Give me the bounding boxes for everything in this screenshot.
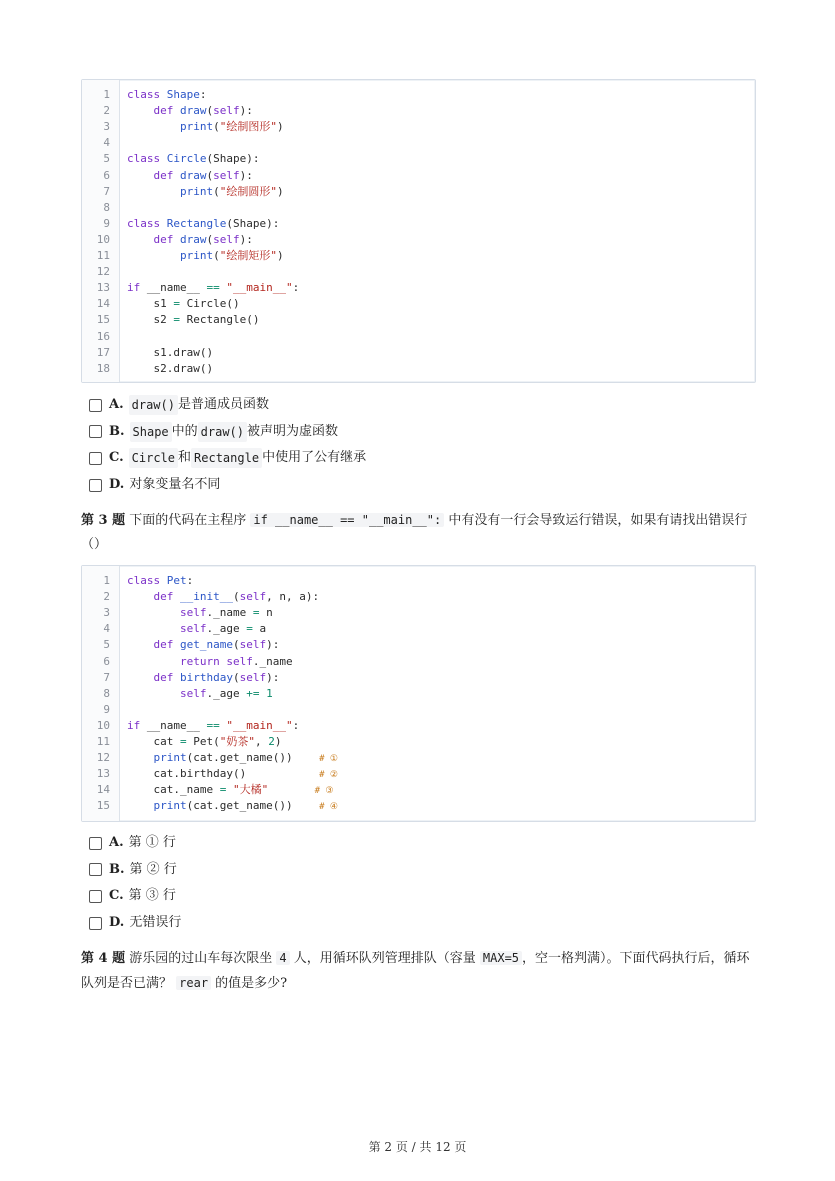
option-letter: A. — [109, 835, 124, 850]
line-number: 6 — [103, 654, 110, 668]
option-a[interactable] — [89, 833, 176, 853]
code-token: if — [127, 718, 147, 732]
code-token: get_name — [179, 638, 233, 652]
option-c[interactable] — [89, 448, 366, 468]
code-block-1 — [81, 79, 756, 383]
code-token: cat.birthday() — [127, 767, 320, 781]
option-checkbox[interactable] — [89, 452, 102, 465]
line-number: 10 — [96, 718, 110, 732]
line-number: 13 — [96, 281, 110, 295]
code-token: = — [252, 606, 267, 620]
option-letter: B. — [109, 861, 125, 877]
code-token: self — [179, 686, 207, 700]
code-token: ( — [232, 638, 240, 652]
code-text — [127, 119, 284, 135]
code-token: == — [206, 281, 227, 295]
inline-code: 4 — [276, 951, 289, 965]
code-token: self — [226, 654, 253, 668]
code-text — [127, 621, 266, 637]
code-token: cat._name — [127, 783, 220, 797]
code-token: class — [127, 216, 167, 230]
line-number: 15 — [96, 313, 110, 327]
line-number: 7 — [103, 670, 110, 684]
code-line — [82, 605, 755, 621]
code-line — [82, 589, 755, 605]
code-line — [82, 264, 755, 280]
code-token: 2 — [268, 735, 275, 748]
code-token: = — [173, 297, 187, 311]
code-token: "绘制图形" — [219, 120, 277, 134]
option-checkbox[interactable] — [89, 425, 102, 438]
code-token: ): — [239, 104, 253, 118]
code-token: Pet — [166, 574, 187, 587]
code-token: (cat.get_name()) — [186, 751, 320, 765]
line-number: 11 — [96, 735, 110, 748]
code-token: def — [127, 168, 180, 182]
code-token: ( — [213, 184, 220, 198]
code-token: self — [213, 104, 240, 118]
code-line — [82, 654, 755, 670]
code-text — [127, 168, 253, 184]
code-text — [127, 184, 284, 200]
code-token: print — [127, 184, 214, 198]
code-text — [127, 216, 279, 232]
line-number: 11 — [96, 249, 110, 262]
code-line — [82, 87, 755, 103]
code-line — [82, 135, 755, 151]
code-token: = — [246, 622, 260, 636]
option-checkbox[interactable] — [89, 863, 102, 876]
option-letter: C. — [109, 450, 124, 466]
code-line — [82, 670, 755, 686]
inline-code: draw() — [198, 422, 247, 442]
code-token: = — [179, 735, 194, 748]
code-text — [127, 232, 253, 248]
code-text — [127, 151, 259, 167]
code-text — [127, 345, 213, 361]
code-token: "__main__" — [226, 718, 293, 732]
line-number: 13 — [96, 767, 110, 781]
code-token: : — [199, 88, 207, 101]
code-token: += — [246, 686, 267, 700]
code-token: class — [127, 574, 167, 587]
code-text — [127, 750, 338, 767]
code-text — [127, 782, 333, 799]
code-block-2 — [81, 565, 756, 822]
code-text — [127, 734, 281, 750]
inline-code: draw() — [129, 395, 178, 415]
option-d[interactable] — [89, 913, 181, 933]
code-token: n — [266, 606, 273, 620]
code-token: self — [179, 606, 207, 620]
code-token: if — [127, 281, 147, 295]
code-token: def — [127, 638, 180, 652]
code-token: draw — [179, 104, 207, 118]
line-number: 16 — [96, 329, 110, 343]
question-number: 第 4 题 — [81, 951, 126, 966]
option-b[interactable] — [89, 422, 338, 442]
code-token: ( — [232, 670, 240, 684]
code-token: self — [179, 622, 207, 636]
question-text: 的值是多少? — [211, 976, 288, 991]
code-line — [82, 103, 755, 119]
line-number: 4 — [103, 136, 110, 150]
code-token: self — [239, 670, 267, 684]
code-token: ._age — [206, 686, 247, 700]
code-token: "绘制圆形" — [219, 184, 277, 198]
code-token: ( — [213, 249, 220, 262]
code-token: a — [259, 622, 267, 636]
code-line — [82, 312, 755, 328]
line-number: 10 — [96, 232, 110, 246]
code-token: s1.draw() — [127, 345, 214, 359]
code-line — [82, 232, 755, 248]
line-number: 4 — [103, 622, 110, 636]
question-text: 人，用循环队列管理排队（容量 — [289, 951, 480, 966]
question-text-after: 中有没有一行会导致运行错误，如果有请找出错误行（） — [81, 513, 748, 552]
code-token: ) — [276, 120, 284, 134]
option-text: 第 ② 行 — [129, 861, 177, 877]
code-token: (cat.get_name()) — [186, 799, 320, 813]
code-text — [127, 798, 338, 815]
code-token: class — [127, 88, 167, 101]
option-text: 和 — [178, 450, 192, 466]
code-token: ( — [206, 168, 214, 182]
line-number: 1 — [103, 88, 110, 101]
code-token: Shape — [166, 88, 200, 101]
code-token: Rectangle() — [186, 313, 260, 327]
code-token: return — [127, 654, 227, 668]
line-number: 12 — [96, 751, 110, 765]
code-token: ( — [232, 590, 240, 604]
code-token: s2.draw() — [127, 361, 214, 375]
question-text: 游乐园的过山车每次限坐 — [129, 951, 277, 966]
code-line — [82, 248, 755, 264]
option-letter: D. — [109, 477, 125, 493]
code-token: draw — [179, 232, 207, 246]
code-token: self — [213, 168, 240, 182]
code-text — [127, 280, 299, 296]
option-text: 第 ③ 行 — [128, 888, 176, 904]
code-token — [127, 622, 180, 635]
code-line — [82, 782, 755, 798]
code-line — [82, 766, 755, 782]
code-token: class — [127, 152, 167, 166]
code-token: : — [186, 574, 194, 587]
inline-code: MAX=5 — [480, 951, 522, 965]
code-line — [82, 361, 755, 377]
code-token: __name__ — [146, 281, 207, 295]
code-token — [127, 687, 180, 700]
code-token: s1 — [127, 297, 174, 311]
inline-code: Shape — [130, 422, 172, 442]
code-token: : — [292, 718, 300, 732]
option-c[interactable] — [89, 886, 176, 906]
option-letter: C. — [109, 888, 124, 904]
code-token: ._name — [206, 606, 253, 620]
page-footer: 第 2 页 / 共 12 页 — [368, 1140, 467, 1154]
code-token: "绘制矩形" — [219, 249, 277, 262]
code-token: "__main__" — [226, 281, 293, 295]
code-token: ( — [206, 104, 214, 118]
code-line — [82, 718, 755, 734]
code-text — [127, 248, 284, 264]
code-token: == — [206, 718, 227, 732]
line-number: 9 — [103, 216, 110, 230]
question-text: ，空一格判满）。下面代码执行后，循环队列是否已满？ — [81, 951, 750, 991]
code-token: birthday — [179, 670, 233, 684]
question-text-before: 下面的代码在主程序 — [125, 513, 251, 528]
code-token: ._name — [252, 654, 293, 668]
code-token: # ② — [319, 770, 338, 781]
code-token: ): — [239, 168, 253, 182]
line-number: 14 — [96, 297, 110, 311]
option-checkbox[interactable] — [89, 917, 102, 930]
code-token: ) — [274, 735, 282, 748]
code-text — [127, 103, 253, 119]
code-token: # ④ — [319, 802, 338, 813]
option-text: 中使用了公有继承 — [262, 450, 367, 466]
inline-code: if __name__ == "__main__": — [250, 513, 444, 527]
code-line — [82, 573, 755, 589]
code-text — [127, 718, 299, 734]
code-token: ._age — [206, 622, 247, 636]
option-text: 中的 — [171, 423, 198, 439]
question-number: 第 3 题 — [81, 513, 126, 528]
code-line — [82, 345, 755, 361]
code-text — [127, 637, 279, 653]
code-line — [82, 750, 755, 766]
line-number: 8 — [103, 686, 110, 700]
code-token: ): — [266, 638, 280, 652]
code-token: = — [219, 783, 233, 797]
code-line — [82, 637, 755, 653]
code-text — [127, 87, 207, 103]
code-token: ) — [276, 184, 284, 198]
code-token: self — [213, 232, 240, 246]
line-number: 9 — [103, 702, 110, 716]
code-token: Circle — [166, 152, 207, 166]
code-line — [82, 216, 755, 232]
code-line — [82, 200, 755, 216]
option-checkbox[interactable] — [89, 890, 102, 903]
code-token: ( — [206, 232, 214, 246]
code-token: print — [127, 249, 214, 262]
line-number: 15 — [96, 799, 110, 813]
code-token: print — [127, 751, 187, 765]
code-token: ): — [239, 232, 253, 246]
code-text — [127, 654, 293, 670]
line-number: 8 — [103, 200, 110, 214]
code-line — [82, 119, 755, 135]
code-token: "大橘" — [232, 783, 269, 797]
option-text: 无错误行 — [129, 915, 182, 931]
option-letter: D. — [109, 915, 125, 931]
code-token: cat — [127, 735, 180, 748]
line-number: 5 — [103, 638, 110, 652]
code-token — [268, 783, 314, 796]
code-token: , n, a): — [266, 590, 320, 604]
code-text — [127, 686, 273, 702]
code-line — [82, 621, 755, 637]
code-text — [127, 296, 240, 312]
line-number: 12 — [96, 265, 110, 279]
code-text — [127, 670, 279, 686]
option-a[interactable] — [89, 395, 269, 415]
option-text: 对象变量名不同 — [129, 477, 221, 493]
code-token: __init__ — [179, 590, 233, 604]
code-line — [82, 329, 755, 345]
code-token: (Shape): — [206, 152, 260, 166]
line-number: 5 — [103, 152, 110, 166]
option-checkbox[interactable] — [89, 479, 102, 492]
code-token: s2 — [127, 313, 174, 327]
line-number: 17 — [96, 345, 110, 359]
code-text — [127, 361, 213, 377]
code-line — [82, 686, 755, 702]
code-line — [82, 702, 755, 718]
option-letter: A. — [109, 397, 124, 412]
code-line — [82, 280, 755, 296]
question-3 — [81, 508, 756, 557]
code-token: : — [292, 281, 300, 295]
line-number: 2 — [103, 590, 110, 604]
code-token: # ① — [319, 754, 338, 765]
code-token: Circle() — [186, 297, 240, 311]
code-token: ( — [213, 120, 220, 134]
code-text — [127, 573, 193, 589]
code-token: Pet( — [193, 735, 220, 748]
code-token: self — [239, 590, 267, 604]
option-letter: B. — [109, 423, 125, 439]
inline-code: rear — [176, 976, 211, 990]
code-token: = — [173, 313, 187, 327]
option-checkbox[interactable] — [89, 399, 102, 412]
line-number: 18 — [96, 361, 110, 375]
code-token: def — [127, 104, 180, 118]
code-token: draw — [179, 168, 207, 182]
code-token: , — [254, 735, 269, 748]
code-token: ): — [266, 670, 280, 684]
option-text: 第 ① 行 — [128, 835, 176, 850]
inline-code: Rectangle — [191, 448, 262, 468]
code-token — [127, 606, 180, 619]
line-number: 1 — [103, 574, 110, 587]
code-line — [82, 151, 755, 167]
option-text: 是普通成员函数 — [177, 397, 269, 412]
inline-code: Circle — [129, 448, 178, 468]
code-line — [82, 798, 755, 814]
code-token: def — [127, 232, 180, 246]
line-number: 2 — [103, 104, 110, 118]
code-text — [127, 312, 259, 328]
option-text: 被声明为虚函数 — [247, 423, 339, 439]
question-4 — [81, 946, 756, 996]
code-line — [82, 296, 755, 312]
code-token: (Shape): — [226, 216, 280, 230]
code-line — [82, 168, 755, 184]
code-token: 1 — [266, 686, 273, 700]
code-text — [127, 589, 319, 605]
code-token: Rectangle — [166, 216, 227, 230]
line-number: 3 — [103, 606, 110, 620]
code-token: print — [127, 120, 214, 134]
code-token: __name__ — [146, 718, 207, 732]
code-text — [127, 766, 338, 783]
code-token: def — [127, 590, 180, 604]
line-number: 6 — [103, 168, 110, 182]
code-token: print — [127, 799, 187, 813]
code-token: def — [127, 670, 180, 684]
option-d[interactable] — [89, 475, 220, 495]
code-line — [82, 734, 755, 750]
line-number: 3 — [103, 120, 110, 134]
code-token: "奶茶" — [219, 735, 255, 748]
line-number: 14 — [96, 783, 110, 797]
code-line — [82, 184, 755, 200]
line-number: 7 — [103, 184, 110, 198]
code-token: self — [239, 638, 267, 652]
code-token: # ③ — [314, 786, 334, 797]
code-token: ) — [276, 249, 284, 262]
option-b[interactable] — [89, 860, 177, 880]
option-checkbox[interactable] — [89, 837, 102, 850]
code-text — [127, 605, 273, 621]
